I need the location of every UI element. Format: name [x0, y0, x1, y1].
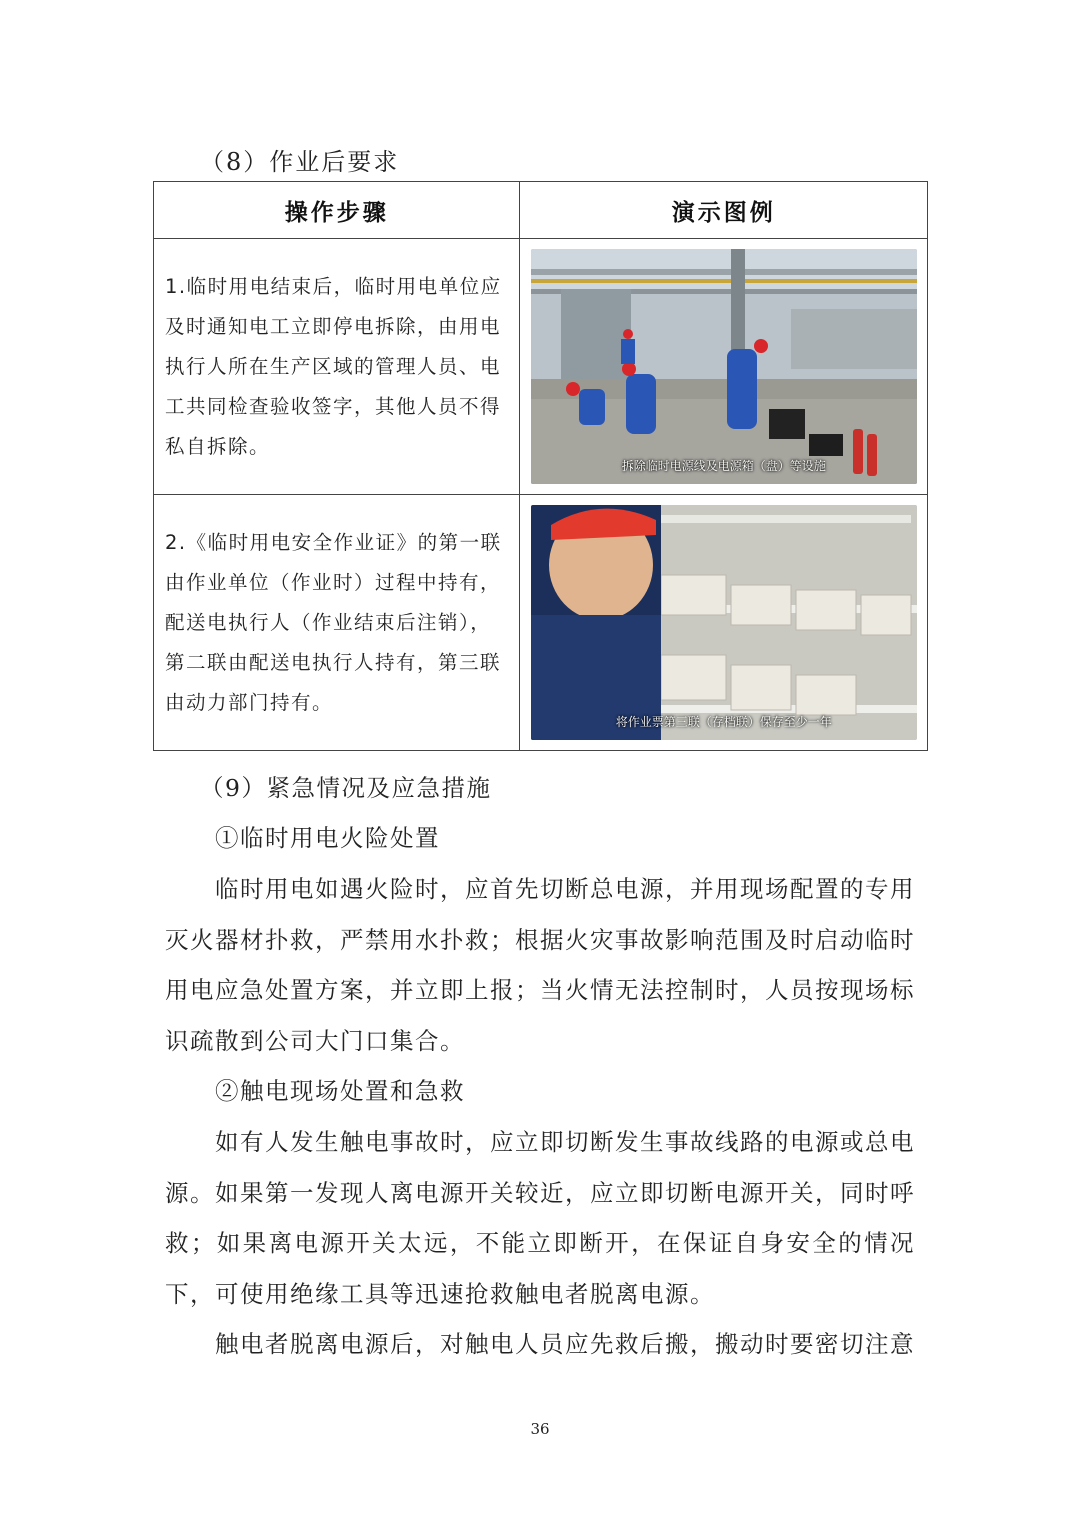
photo-archive-cabinet [531, 505, 917, 740]
section-9-heading: （9）紧急情况及应急措施 [200, 774, 492, 802]
electric-shock-heading: ②触电现场处置和急救 [215, 1077, 465, 1105]
page-number: 36 [530, 1420, 550, 1438]
header-steps: 操作步骤 [154, 182, 520, 239]
photo-caption: 拆除临时电源线及电源箱（盘）等设施 [621, 459, 826, 473]
step-1-text: 1.临时用电结束后，临时用电单位应及时通知电工立即停电拆除，由用电执行人所在生产区域的管理人员、电工共同检查验收签字，其他人员不得私自拆除。 [165, 274, 502, 458]
fire-response-heading: ①临时用电火险处置 [215, 824, 440, 852]
fire-response-text: 临时用电如遇火险时，应首先切断总电源，并用现场配置的专用灭火器材扑救，严禁用水扑救；根据火灾事故影响范围及时启动临时用电应急处置方案，并立即上报；当火情无法控制时，人员按现场标识疏散到公司大门口集合。 [165, 875, 915, 1055]
electric-shock-text: 如有人发生触电事故时，应立即切断发生事故线路的电源或总电源。如果第一发现人离电源开关较近，应立即切断电源开关，同时呼救；如果离电源开关太远，不能立即断开，在保证自身安全的情况下，可使用绝缘工具等迅速抢救触电者脱离电源。 [165, 1128, 915, 1308]
photo-caption: 将作业票第三联（存档联）保存至少一年 [615, 715, 832, 729]
steps-table [153, 181, 928, 751]
table-row [154, 239, 928, 495]
header-illustration: 演示图例 [520, 182, 928, 239]
table-header-row [154, 182, 928, 239]
step-2-text: 2.《临时用电安全作业证》的第一联由作业单位（作业时）过程中持有，配送电执行人（作业结束后注销），第二联由配送电执行人持有，第三联由动力部门持有。 [165, 530, 502, 714]
table-row [154, 495, 928, 751]
photo-dismantle-workers [531, 249, 917, 484]
section-8-heading: （8）作业后要求 [200, 148, 400, 176]
electric-shock-text-continued: 触电者脱离电源后，对触电人员应先救后搬，搬动时要密切注意 [215, 1330, 915, 1358]
